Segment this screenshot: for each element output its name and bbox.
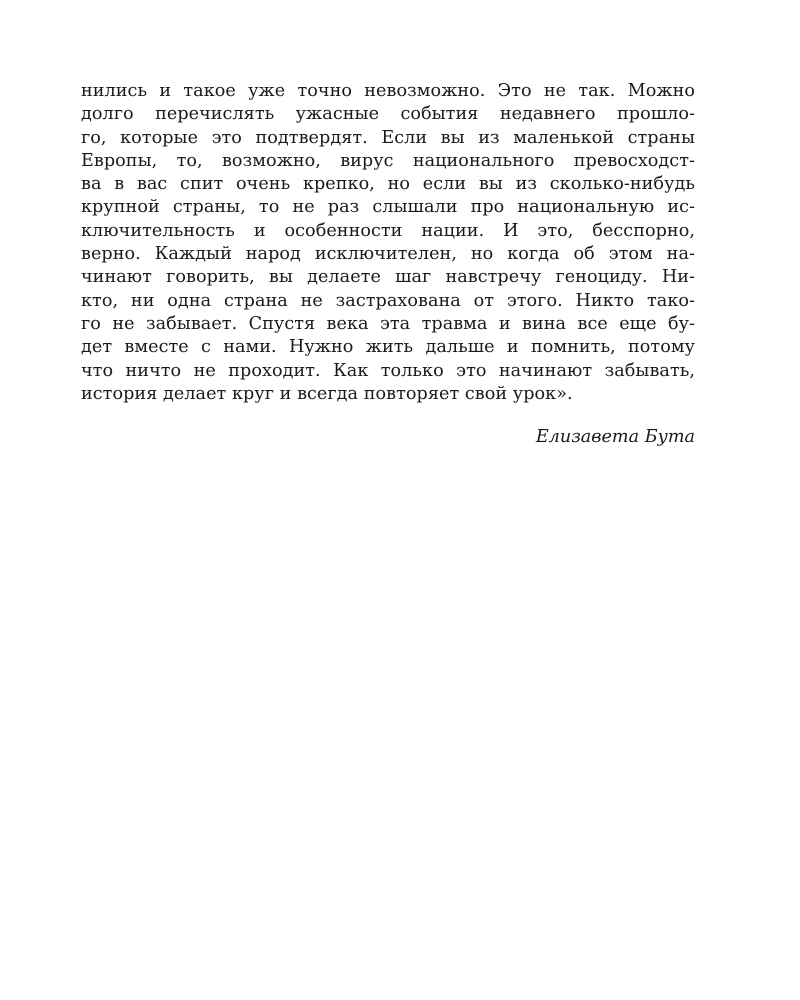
text-line: крупной страны, то не раз слышали про национальную ис- [81, 197, 695, 218]
text-line: верно. Каждый народ исключителен, но когда об этом на- [81, 244, 695, 265]
text-line: кто, ни одна страна не застрахована от этого. Никто тако- [81, 290, 695, 311]
document-page [81, 80, 695, 449]
text-line: что ничто не проходит. Как только это начинают забывать, [81, 360, 695, 381]
text-line: дет вместе с нами. Нужно жить дальше и помнить, потому [81, 337, 695, 358]
text-line: го не забывает. Спустя века эта травма и вина все еще бу- [81, 313, 695, 334]
author-signature: Елизавета Бута [535, 427, 695, 448]
text-line: чинают говорить, вы делаете шаг навстречу геноциду. Ни- [81, 267, 695, 288]
text-line: ключительность и особенности нации. И это, бесспорно, [81, 220, 695, 241]
body-paragraph [81, 80, 695, 406]
text-line: ва в вас спит очень крепко, но если вы из сколько-нибудь [81, 174, 695, 195]
text-line: долго перечислять ужасные события недавнего прошло- [81, 104, 695, 125]
text-line: история делает круг и всегда повторяет свой урок». [81, 383, 573, 404]
text-line: го, которые это подтвердят. Если вы из маленькой страны [81, 127, 695, 148]
text-line: Европы, то, возможно, вирус национального превосходст- [81, 150, 695, 171]
text-line: нились и такое уже точно невозможно. Это не так. Можно [81, 81, 695, 101]
